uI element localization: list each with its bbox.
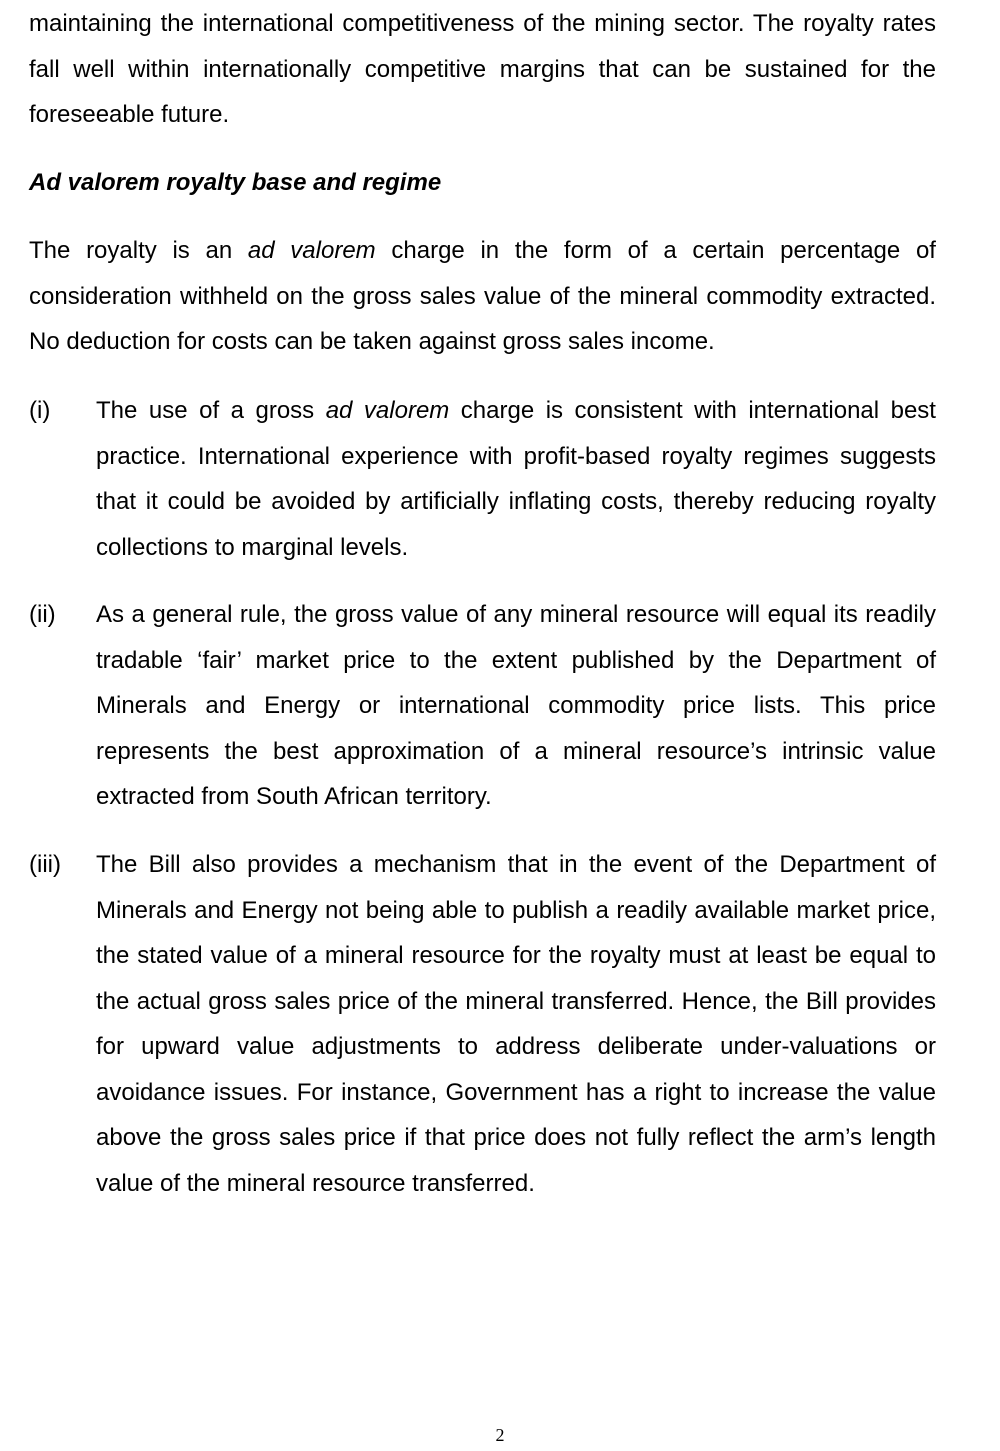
list-item-iii	[29, 842, 936, 1206]
list-item-text	[96, 388, 936, 570]
list-marker: (i)	[29, 397, 51, 424]
list-item-text-1: The use of a gross	[96, 397, 326, 424]
list-item-i	[29, 388, 936, 570]
list-item-text: As a general rule, the gross value of any mineral resource will equal its readily tradable ‘fair’ market price to the extent published by the Department of Minerals and Energy or international commodity price lists. This price represents the best approximation of a mineral resource’s intrinsic value extracted from South African territory.	[96, 601, 936, 810]
body-paragraph-text-2: charge in the form of a certain percentage of consideration withheld on the gross sales value of the mineral commodity extracted. No deduction for costs can be taken against gross sales income.	[29, 237, 936, 355]
list-item-ii	[29, 592, 936, 820]
list-marker: (ii)	[29, 601, 56, 628]
body-paragraph	[29, 228, 936, 365]
body-paragraph-emphasis: ad valorem	[247, 237, 376, 264]
list-marker: (iii)	[29, 851, 61, 878]
body-paragraph-text-1: The royalty is an	[29, 237, 248, 264]
list-item-text-2: charge is consistent with international best practice. International experience with profit-based royalty regimes suggests that it could be avoided by artificially inflating costs, thereby reducing royalty collections to marginal levels.	[96, 397, 936, 561]
intro-paragraph: maintaining the international competitiveness of the mining sector. The royalty rates fall well within internationally competitive margins that can be sustained for the foreseeable future.	[29, 10, 936, 128]
section-heading: Ad valorem royalty base and regime	[29, 169, 442, 196]
list-item-emphasis: ad valorem	[325, 397, 450, 424]
list-item-text: The Bill also provides a mechanism that in the event of the Department of Minerals and Energy not being able to publish a readily available market price, the stated value of a mineral resource for the royalty must at least be equal to the actual gross sales price of the mineral transferred. Hence, the Bill provides for upward value adjustments to address deliberate under-valuations or avoidance issues. For instance, Government has a right to increase the value above the gross sales price if that price does not fully reflect the arm’s length value of the mineral resource transferred.	[96, 851, 936, 1197]
page-number: 2	[495, 1425, 505, 1445]
